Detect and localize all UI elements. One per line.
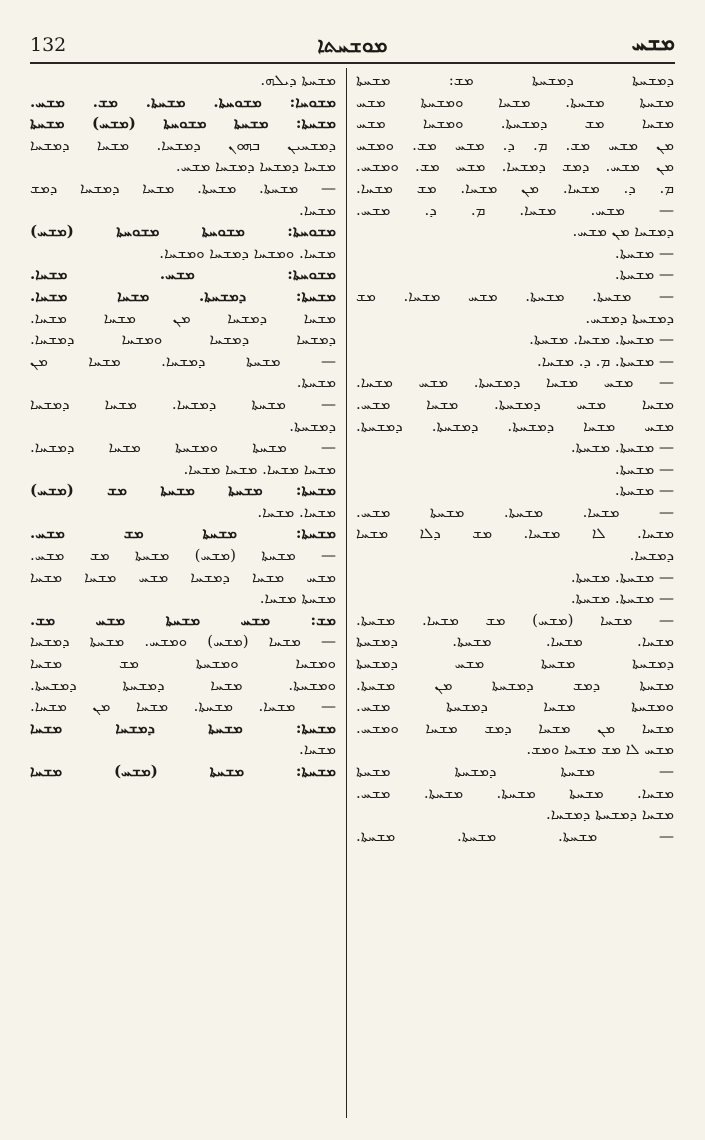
- text-line: ܘܡܫܚܐ ܘܡܫܚܬܐ ܡܫ ܡܫܚܐ: [30, 654, 336, 673]
- text-line: ܡܫܚ ܠܐ ܡܫ ܡܫܚܐ ܘܡܫ.: [526, 740, 674, 759]
- page-number: 132: [30, 34, 67, 56]
- entry-headword-line: ܡܫܚܬܐ: ܡܫܚܬܐ ܡܫܘܚܬܐ (ܡܫܚ) ܡܫܚܬܐ: [30, 114, 336, 133]
- text-line: — ܡܫܚܬܐ (ܡܫܚ) ܡܫܚܬܐ ܡܫ ܡܫܚ.: [30, 546, 336, 565]
- text-line: ܘܡܫܚܬܐ ܡܫܚܐ ܕܡܫܚܬܐ ܡܫܚ.: [356, 697, 674, 716]
- text-line: ܘܡܫܚܬܐ. ܡܫܚܐ ܕܡܫܚܬܐ ܕܡܫܚܬܐ.: [30, 675, 336, 694]
- entry-headword-line: ܡܫܚܬܐ: ܡܫܚܬܐ ܕܡܫܚܐ ܡܫܚܐ: [30, 718, 336, 737]
- text-line: — ܡܫܚܬܐ. ܡܫܚܬܐ.: [570, 567, 674, 586]
- text-line: — ܡܫܚܬܐ. ܡܫܚܬܐ. ܡܫܚܐ ܕܡܫܚܐ ܕܡܫ: [30, 178, 336, 197]
- text-line: — ܡܫܚܬܐ ܕܡܫܚܬܐ ܡܫܚܬܐ: [356, 762, 674, 780]
- text-line: ܡܫܚܐ ܡܢ ܡܫܚܐ ܕܡܫ ܡܫܚܐ ܘܡܫܚ.: [356, 718, 674, 737]
- text-line: ܕܡܫܚܬܐ ܕܡܫܚ.: [585, 308, 674, 327]
- text-line: ܡܫܚܬܐ ܡܫܚܬܐ. ܡܫܚܐ ܘܡܫܚܬܐ ܡܫܚ: [356, 92, 674, 111]
- text-line: — ܡܫܚܬܐ. ܡܫܚܬܐ. ܡܫܚ ܡܫܚܐ. ܡܫ: [356, 286, 674, 305]
- text-line: — ܡܫܚܐ. ܡܫܚܬܐ. ܡܫܚܬܐ ܡܫܚ.: [356, 502, 674, 521]
- text-line: — ܡܫܚܐ (ܡܫܚ) ܡܫ ܡܫܚܐ. ܡܫܚܬܐ.: [356, 610, 674, 629]
- entry-headword-line: ܡܫܘܚܬܐ: ܡܫܚ. ܡܫܚܐ.: [30, 265, 336, 284]
- text-line: ܕܡܫܚܬܐ ܕܡܫܚܬܐ ܡܫ: ܡܫܚܬܐ: [356, 71, 674, 89]
- text-line: — ܡܫܚܬܐ. ܡܫܚܬܐ.: [570, 438, 674, 457]
- text-line: ܡܢ ܡܫܚ ܡܫ. ܡ. ܕ. ܡܫܚ ܡܫ. ܘܡܫܚ: [356, 135, 674, 154]
- text-line: ܡܫܚܐ.: [299, 200, 336, 219]
- text-line: ܡܫܚܐ. ܘܡܫܚܐ ܕܡܫܚܐ ܘܡܫܚܐ.: [159, 243, 336, 262]
- column-divider: [346, 68, 347, 1118]
- entry-headword-line: ܡܫܚܬܐ: ܡܫܚܬܐ (ܡܫܚ) ܡܫܚܐ: [30, 762, 336, 780]
- text-line: — ܡܫܚܬܐ. ܡ. ܕ. ܡܫܚܐ.: [537, 351, 674, 370]
- text-line: ܡ. ܕ. ܡܫܚܐ. ܡܢ ܡܫܚܐ. ܡܫ ܡܫܚܐ.: [356, 178, 674, 197]
- text-line: ܕܡܫܚܐ ܡܢ ܡܫܚ.: [572, 222, 674, 241]
- page-header: [30, 30, 675, 60]
- text-line: — ܡܫܚܬܐ ܘܡܫܚܬܐ ܡܫܚܐ ܕܡܫܚܐ.: [30, 438, 336, 457]
- text-line: ܡܫܚܐ.: [299, 740, 336, 759]
- text-line: ܕܡܫܚܬܐ.: [289, 416, 336, 435]
- entry-headword-line: ܡܫܘܚܬܐ: ܡܫܘܚܬܐ ܡܫܘܚܬܐ (ܡܫܚ): [30, 222, 336, 241]
- text-line: ܡܫܚܬܐ ܕܡܫ ܕܡܫܚܬܐ ܡܢ ܡܫܚܬܐ.: [356, 675, 674, 694]
- text-line: ܕܡܫܚܬܐ ܡܫܚܬܐ ܡܫܚ ܕܡܫܚܬܐ: [356, 654, 674, 673]
- text-line: ܡܫܚܐ ܕܡܫܚܬܐ ܕܡܫܚܐ.: [545, 805, 674, 824]
- entry-headword-line: ܡܫܚܬܐ: ܕܡܫܚܬܐ. ܡܫܚܐ ܡܫܚܐ.: [30, 286, 336, 305]
- text-line: ܡܫܚܬܐ.: [296, 373, 336, 392]
- text-line: ܡܫܚܐ. ܡܫܚܐ.: [257, 502, 336, 521]
- text-line: ܡܫܚܐ. ܡܫܚܬܐ ܡܫܚܬܐ. ܡܫܚܬܐ. ܡܫܚ.: [356, 783, 674, 802]
- text-line: ܡܫܚܐ ܡܫܚ ܕܡܫܚܬܐ. ܡܫܚܐ ܡܫܚ.: [356, 394, 674, 413]
- text-line: — ܡܫܚܬܐ.: [614, 265, 674, 284]
- text-line: — ܡܫܚ. ܡܫܚܐ. ܡ. ܕ. ܡܫܚ.: [356, 200, 674, 219]
- text-line: — ܡܫܚܐ (ܡܫܚ) ܘܡܫܚ. ܡܫܚܬܐ ܕܡܫܚܐ: [30, 632, 336, 651]
- text-line: ܡܫܚܐ ܕܡܫܚܐ ܡܢ ܡܫܚܐ ܡܫܚܐ.: [30, 308, 336, 327]
- text-line: ܡܫܚܐ. ܠܐ ܡܫܚܐ. ܡܫ ܕܠܐ ܡܫܚܐ: [356, 524, 674, 543]
- text-line: — ܡܫܚܬܐ ܕܡܫܚܐ. ܡܫܚܐ ܡܢ: [30, 351, 336, 370]
- text-line: ܡܫܚܐ ܡܫܚܐ. ܡܫܚܐ ܡܫܚܐ.: [183, 459, 336, 478]
- text-line: — ܡܫܚܬܐ. ܡܫܚܬܐ.: [570, 589, 674, 608]
- text-line: — ܡܫܚܬܐ. ܡܫܚܬܐ. ܡܫܚܬܐ.: [356, 826, 674, 845]
- catchword: ܡܫܚ: [631, 30, 675, 56]
- text-line: — ܡܫܚܐ. ܡܫܚܬܐ. ܡܫܚܐ ܡܢ ܡܫܚܐ.: [30, 697, 336, 716]
- text-line: ܕܡܫܚܐ.: [629, 546, 674, 565]
- right-column: [356, 70, 674, 1118]
- text-line: ܡܢ ܡܫܚ. ܕܡܫ ܕܡܫܚܐ. ܡܫܚ ܡܫ. ܘܡܫܚ.: [356, 157, 674, 176]
- text-line: ܕܡܫܚܝܢ ܒܗܘܢ ܕܡܫܚܐ. ܡܫܚܐ ܕܡܫܚܐ: [30, 135, 336, 154]
- entry-headword-line: ܡܫ: ܡܫܚ ܡܫܚܬܐ ܡܫܚ ܡܫ.: [30, 610, 336, 629]
- text-line: — ܡܫܚܬܐ.: [614, 459, 674, 478]
- entry-headword-line: ܡܫܘܚܐ: ܡܫܘܚܬܐ. ܡܫܚܬܐ. ܡܫ. ܡܫܚ.: [30, 92, 336, 111]
- header-rule: [30, 62, 675, 64]
- text-line: — ܡܫܚܬܐ.: [614, 481, 674, 500]
- text-line: — ܡܫܚܬܐ ܕܡܫܚܐ. ܡܫܚܐ ܕܡܫܚܐ: [30, 394, 336, 413]
- entry-headword-line: ܡܫܚܬܐ: ܡܫܚܬܐ ܡܫܚܬܐ ܡܫ (ܡܫܚ): [30, 481, 336, 500]
- text-line: ܡܫܚ ܡܫܚܐ ܕܡܫܚܐ ܡܫܚ ܡܫܚܐ ܡܫܚܐ: [30, 567, 336, 586]
- text-line: ܡܫܚܬܐ ܡܫܚܐ.: [259, 589, 336, 608]
- text-line: — ܡܫܚ ܡܫܚܐ ܕܡܫܚܬܐ. ܡܫܚ ܡܫܚܐ.: [356, 373, 674, 392]
- entry-headword-line: ܡܫܚܬܐ: ܡܫܚܬܐ ܡܫ ܡܫܚ.: [30, 524, 336, 543]
- running-head: ܡܘܫܚܬܐ: [317, 32, 388, 57]
- text-line: — ܡܫܚܬܐ. ܡܫܚܐ. ܡܫܚܬܐ.: [529, 330, 674, 349]
- text-line: ܡܫܚܐ ܕܡܫܚܐ ܕܡܫܚܐ ܡܫܚ.: [175, 157, 336, 176]
- text-line: — ܡܫܚܬܐ.: [614, 243, 674, 262]
- text-line: ܡܫܚܐ. ܡܫܚܐ. ܡܫܚܬܐ. ܕܡܫܚܬܐ: [356, 632, 674, 651]
- text-line: ܡܫܚܐ ܡܫ ܕܡܫܚܬܐ. ܘܡܫܚܐ ܡܫܚ: [356, 114, 674, 133]
- left-column: [30, 70, 336, 1118]
- text-line: ܡܫܚ ܡܫܚܐ ܕܡܫܚܬܐ. ܕܡܫܚܬܐ. ܕܡܫܚܬܐ.: [356, 416, 674, 435]
- text-line: ܕܡܫܚܐ ܕܡܫܚܐ ܘܡܫܚܐ ܕܡܫܚܐ.: [30, 330, 336, 349]
- text-line: ܡܫܚܬܐ ܕܝܠܗ.: [260, 71, 336, 89]
